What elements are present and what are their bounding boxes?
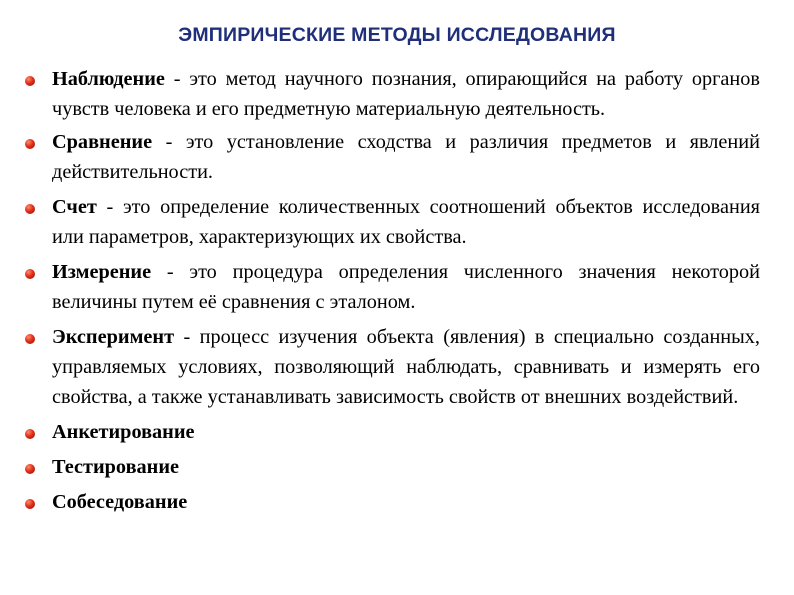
bullet-icon [25,269,35,279]
item-definition: - это метод научного познания, опирающийся на работу органов чувств человека и его предметную материальную деятельность. [52,68,760,120]
list-item-counting [52,192,760,252]
item-definition: - это установление сходства и различия предметов и явлений действительности. [52,131,760,183]
bullet-icon [25,139,35,149]
list-item-questionnaire [52,417,760,447]
list-item-measurement [52,257,760,317]
item-term: Сравнение [52,131,153,153]
bullet-icon [25,429,35,439]
item-definition: - это определение количественных соотношений объектов исследования или параметров, характеризующих их свойства. [52,196,760,248]
item-term: Анкетирование [52,421,195,443]
bullet-icon [25,76,35,86]
item-definition: - это процедура определения численного значения некоторой величины путем её сравнения с эталоном. [52,261,760,313]
item-term: Измерение [52,261,152,283]
list-item-testing [52,452,760,482]
item-term: Наблюдение [52,68,165,90]
bullet-icon [25,204,35,214]
bullet-icon [25,464,35,474]
bullet-icon [25,334,35,344]
item-term: Счет [52,196,97,218]
slide-title: ЭМПИРИЧЕСКИЕ МЕТОДЫ ИССЛЕДОВАНИЯ [178,24,616,46]
list-item-observation [52,64,760,124]
methods-list [52,64,760,517]
item-definition: - процесс изучения объекта (явления) в специально созданных, управляемых условиях, позволяющий наблюдать, сравнивать и измерять его свойства, а также устанавливать зависимость свойств от внешних воздействий. [52,326,760,408]
bullet-icon [25,499,35,509]
item-term: Эксперимент [52,326,175,348]
item-term: Собеседование [52,491,188,513]
list-item-comparison [52,127,760,187]
item-term: Тестирование [52,456,180,478]
list-item-experiment [52,322,760,412]
list-item-interview [52,487,760,517]
